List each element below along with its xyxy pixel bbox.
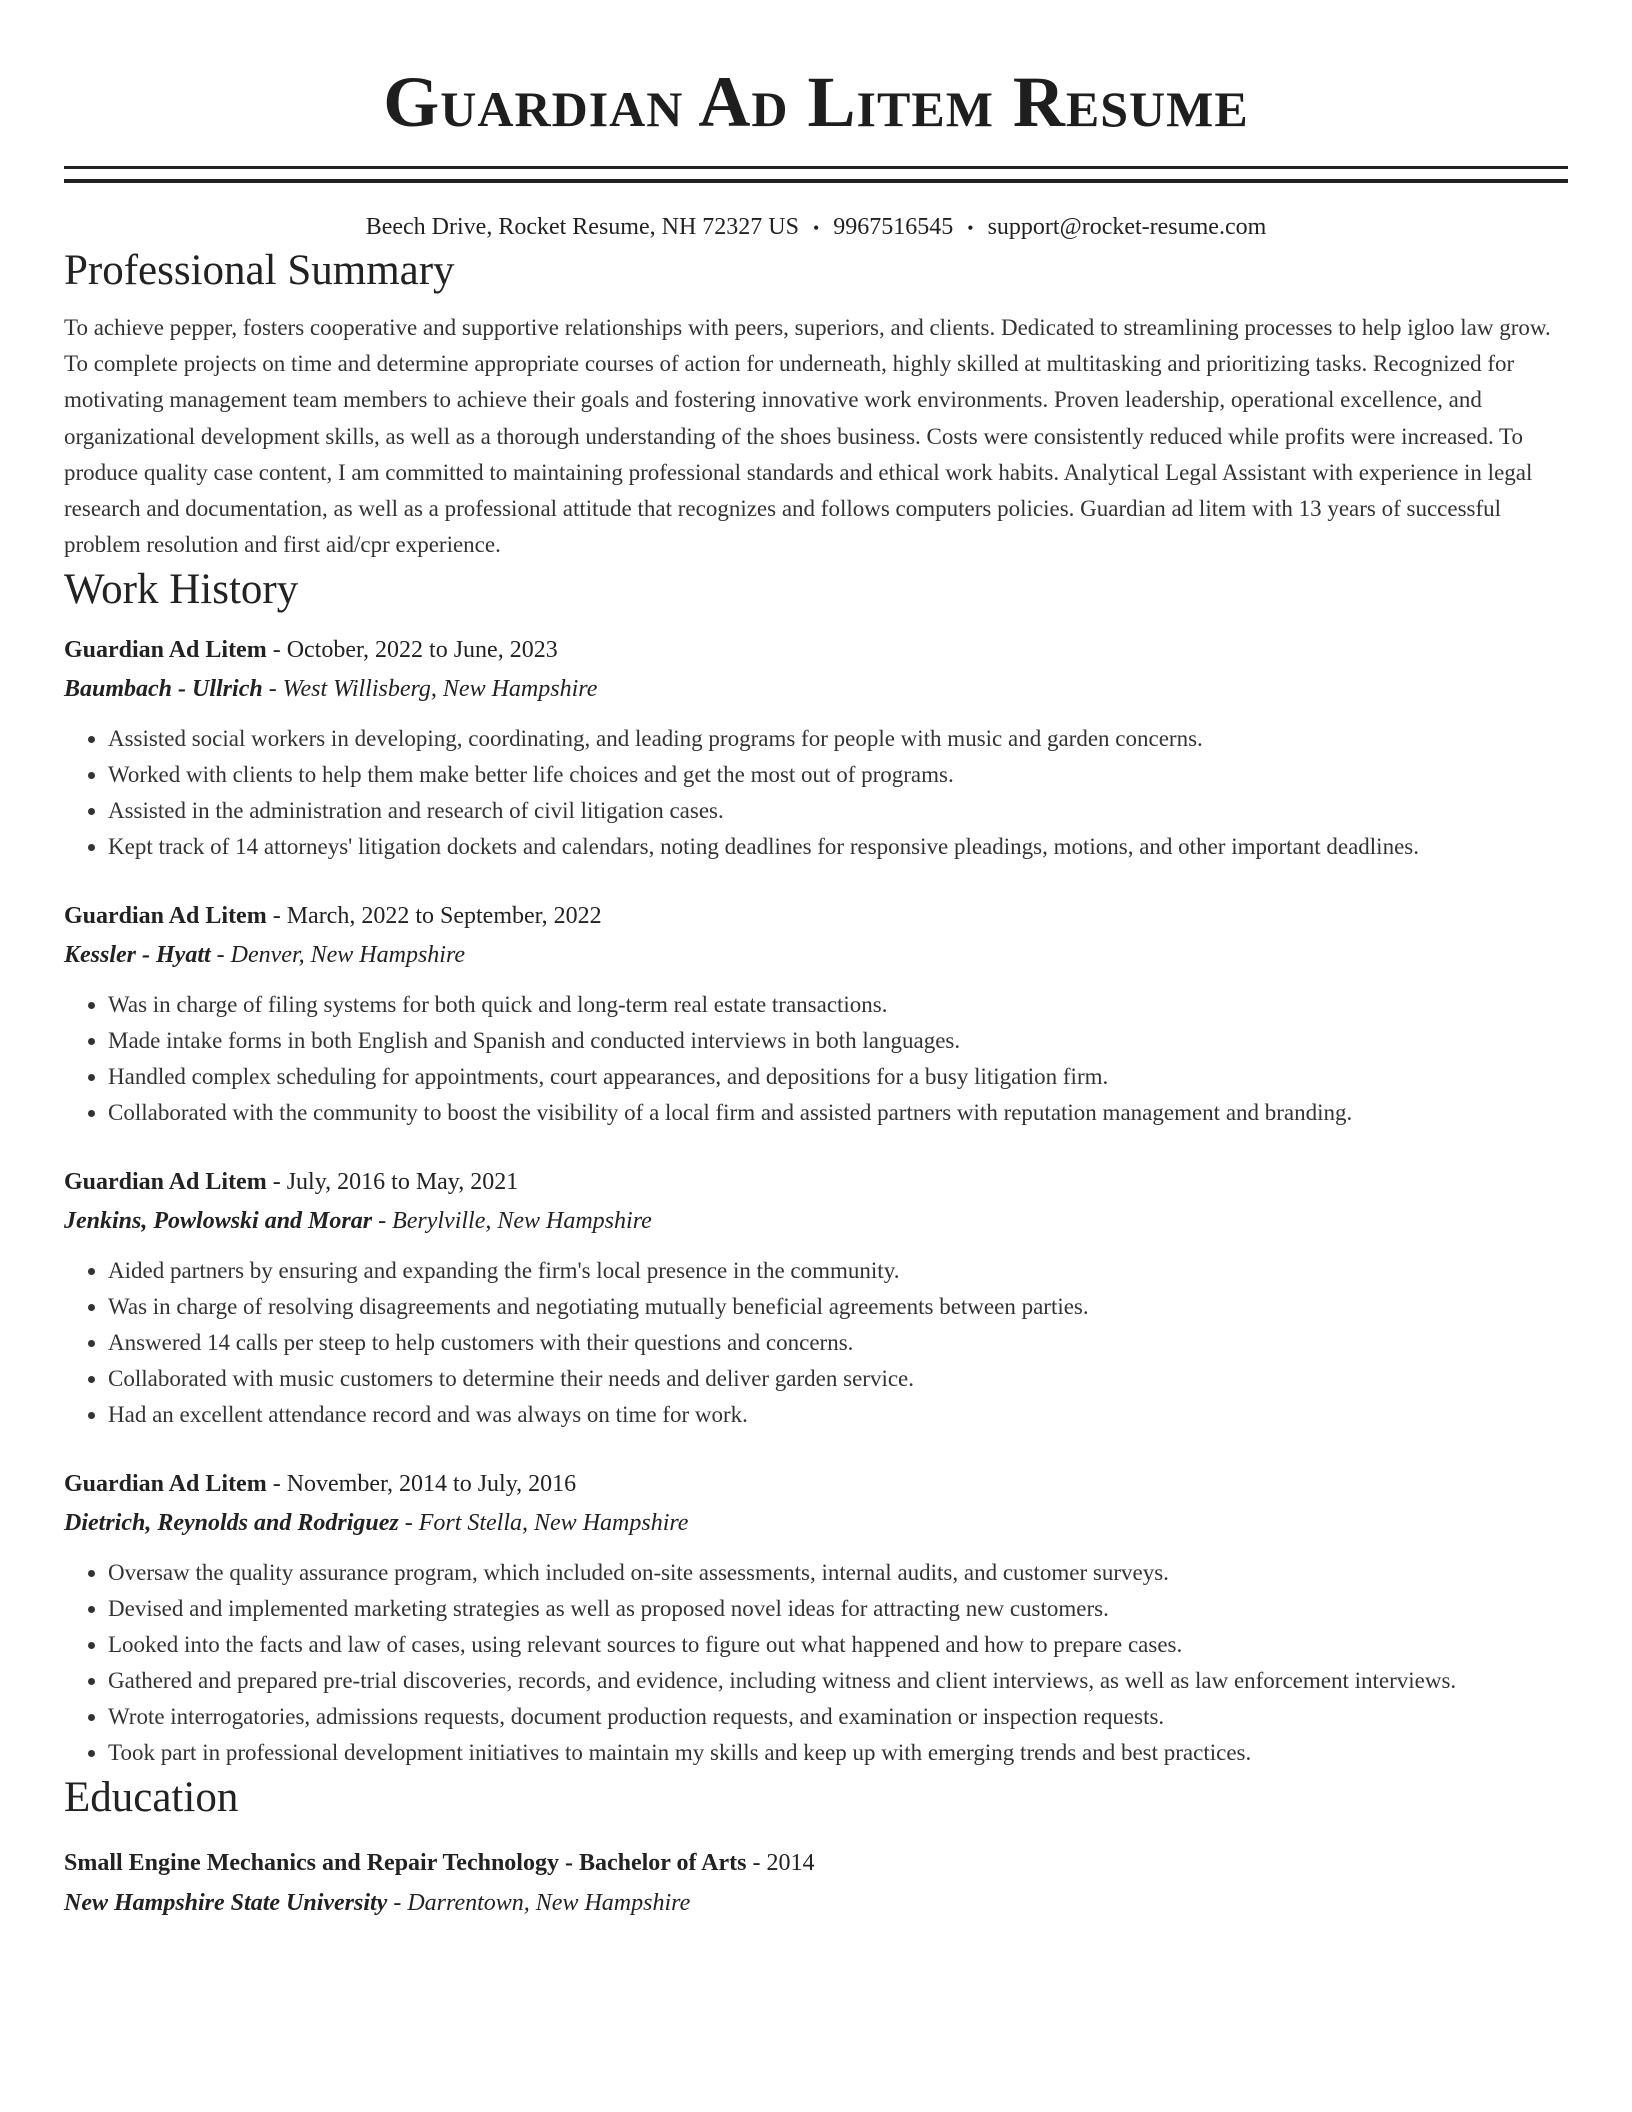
job-title-line xyxy=(64,631,1568,669)
education-entry xyxy=(64,1843,1568,1923)
job-bullet: • Collaborated with music customers to determine their needs and deliver garden service. xyxy=(108,1361,1568,1397)
job-bullet: • Had an excellent attendance record and was always on time for work. xyxy=(108,1397,1568,1433)
company-name: Jenkins, Powlowski and Morar xyxy=(64,1208,373,1235)
company-name: Dietrich, Reynolds and Rodriguez xyxy=(64,1510,399,1537)
contact-phone: 9967516545 xyxy=(833,214,954,240)
job-bullet: • Gathered and prepared pre-trial discoveries, records, and evidence, including witness and client interviews, as well as law enforcement interviews. xyxy=(108,1663,1568,1699)
summary-heading: Professional Summary xyxy=(64,247,455,294)
job-title: Guardian Ad Litem xyxy=(64,637,267,664)
contact-email: support@rocket-resume.com xyxy=(987,214,1267,240)
job-dates: - March, 2022 to September, 2022 xyxy=(266,903,602,930)
school-line xyxy=(64,1883,1568,1923)
degree-name: Small Engine Mechanics and Repair Technology - Bachelor of Arts xyxy=(64,1850,747,1877)
company-line xyxy=(64,935,1568,975)
job-bullets xyxy=(64,1253,1568,1433)
company-line xyxy=(64,1503,1568,1543)
job-entry xyxy=(64,1465,1568,1771)
job-bullet: • Looked into the facts and law of cases, using relevant sources to figure out what happened and how to prepare cases. xyxy=(108,1627,1568,1663)
title-divider xyxy=(64,166,1568,183)
degree-year: - 2014 xyxy=(746,1850,815,1877)
job-bullets xyxy=(64,721,1568,865)
company-name: Baumbach - Ullrich xyxy=(64,676,263,703)
job-title: Guardian Ad Litem xyxy=(64,1169,267,1196)
job-dates: - July, 2016 to May, 2021 xyxy=(266,1169,519,1196)
job-title-line xyxy=(64,897,1568,935)
job-bullet: • Made intake forms in both English and Spanish and conducted interviews in both languages. xyxy=(108,1023,1568,1059)
job-bullet: • Aided partners by ensuring and expanding the firm's local presence in the community. xyxy=(108,1253,1568,1289)
job-bullet: • Assisted social workers in developing, coordinating, and leading programs for people with music and garden concerns. xyxy=(108,721,1568,757)
job-bullet: • Answered 14 calls per steep to help customers with their questions and concerns. xyxy=(108,1325,1568,1361)
job-title-line xyxy=(64,1465,1568,1503)
job-bullet: • Was in charge of resolving disagreements and negotiating mutually beneficial agreements between parties. xyxy=(108,1289,1568,1325)
job-entry xyxy=(64,1163,1568,1433)
contact-separator: • xyxy=(967,218,974,238)
company-name: Kessler - Hyatt xyxy=(64,942,211,969)
job-entry xyxy=(64,631,1568,865)
job-title: Guardian Ad Litem xyxy=(64,903,267,930)
job-bullet: • Assisted in the administration and research of civil litigation cases. xyxy=(108,793,1568,829)
job-bullet: • Wrote interrogatories, admissions requests, document production requests, and examination or inspection requests. xyxy=(108,1699,1568,1735)
company-location: - West Willisberg, New Hampshire xyxy=(262,676,598,703)
summary-text: To achieve pepper, fosters cooperative and supportive relationships with peers, superiors, and clients. Dedicated to streamlining processes to help igloo law grow. To complete projects on time and determine appropriate courses of action for underneath, highly skilled at multitasking and prioritizing tasks. Recognized for motivating management team members to achieve their goals and fostering innovative work environments. Proven leadership, operational excellence, and organizational development skills, as well as a thorough understanding of the shoes business. Costs were consistently reduced while profits were increased. To produce quality case content, I am committed to maintaining professional standards and ethical work habits. Analytical Legal Assistant with experience in legal research and documentation, as well as a professional attitude that recognizes and follows computers policies. Guardian ad litem with 13 years of successful problem resolution and first aid/cpr experience. xyxy=(64,315,1551,558)
job-bullets xyxy=(64,987,1568,1131)
contact-address: Beech Drive, Rocket Resume, NH 72327 US xyxy=(365,214,799,240)
company-line xyxy=(64,669,1568,709)
school-name: New Hampshire State University xyxy=(64,1890,388,1917)
job-bullet: • Collaborated with the community to boost the visibility of a local firm and assisted partners with reputation management and branding. xyxy=(108,1095,1568,1131)
company-line xyxy=(64,1201,1568,1241)
company-location: - Fort Stella, New Hampshire xyxy=(398,1510,689,1537)
work-history-list xyxy=(64,631,1568,1771)
job-entry xyxy=(64,897,1568,1131)
job-dates: - November, 2014 to July, 2016 xyxy=(266,1471,577,1498)
contact-separator: • xyxy=(812,218,820,238)
job-bullet: • Was in charge of filing systems for both quick and long-term real estate transactions. xyxy=(108,987,1568,1023)
job-bullet: • Handled complex scheduling for appointments, court appearances, and depositions for a busy litigation firm. xyxy=(108,1059,1568,1095)
work-history-heading: Work History xyxy=(64,566,299,614)
job-bullet: • Oversaw the quality assurance program, which included on-site assessments, internal audits, and customer surveys. xyxy=(108,1555,1568,1591)
job-bullet: • Kept track of 14 attorneys' litigation dockets and calendars, noting deadlines for responsive pleadings, motions, and other important deadlines. xyxy=(108,829,1568,865)
resume-title: Guardian Ad Litem Resume xyxy=(383,62,1249,142)
school-location: - Darrentown, New Hampshire xyxy=(387,1890,691,1917)
job-bullet: • Worked with clients to help them make better life choices and get the most out of programs. xyxy=(108,757,1568,793)
degree-line xyxy=(64,1843,1568,1883)
job-title-line xyxy=(64,1163,1568,1201)
job-title: Guardian Ad Litem xyxy=(64,1471,267,1498)
company-location: - Denver, New Hampshire xyxy=(210,942,466,969)
contact-line xyxy=(64,211,1568,244)
job-bullet: • Devised and implemented marketing strategies as well as proposed novel ideas for attracting new customers. xyxy=(108,1591,1568,1627)
job-bullet: • Took part in professional development initiatives to maintain my skills and keep up with emerging trends and best practices. xyxy=(108,1735,1568,1771)
company-location: - Berylville, New Hampshire xyxy=(372,1208,652,1235)
education-heading: Education xyxy=(64,1774,239,1822)
job-bullets xyxy=(64,1555,1568,1771)
job-dates: - October, 2022 to June, 2023 xyxy=(266,637,558,664)
